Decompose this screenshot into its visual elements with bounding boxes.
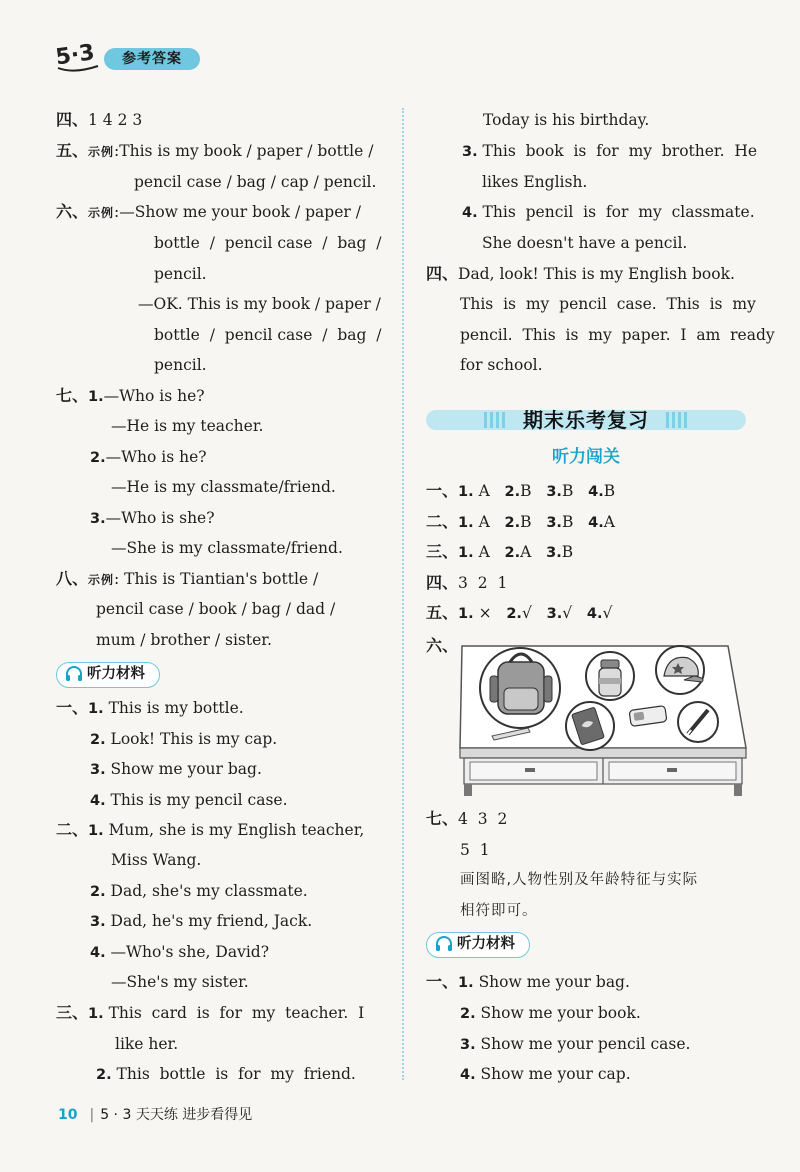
answer-line: She doesn't have a pencil.: [482, 234, 688, 252]
answer-line: pencil.: [154, 265, 207, 283]
answer-line: 2.—Who is he?: [90, 448, 207, 466]
listening-line: Miss Wang.: [111, 851, 202, 869]
answer-section-7: 七、1.—Who is he?: [56, 386, 205, 405]
desk-leg: [464, 784, 472, 796]
answer-section-4b: 四、Dad, look! This is my English book.: [426, 264, 735, 283]
answer-section-4: 四、1 4 2 3: [56, 110, 143, 129]
listening-line: 3. Show me your bag.: [90, 760, 262, 778]
answer-line: —He is my teacher.: [111, 417, 264, 435]
answer-line: pencil case / bag / cap / pencil.: [134, 173, 377, 191]
footer-brand: 5 · 3 天天练 进步看得见: [100, 1107, 253, 1123]
listening-line: 4. This is my pencil case.: [90, 791, 288, 809]
listening-part-3: 三、1. This card is for my teacher. I: [56, 1003, 365, 1022]
listening-line: 2. Show me your book.: [460, 1004, 641, 1022]
listening-material-label: 听力材料: [56, 662, 160, 688]
drawing-note: 画图略,人物性别及年龄特征与实际: [460, 872, 699, 888]
answer-row-6: 六、: [426, 636, 459, 655]
brand-logo: [54, 40, 102, 74]
listening-line: 2. This bottle is for my friend.: [96, 1065, 356, 1083]
section-subtitle: 听力闯关: [552, 447, 620, 467]
listening-material-label-right: 听力材料: [426, 932, 530, 958]
answer-line: —He is my classmate/friend.: [111, 478, 336, 496]
headphones-icon: [435, 936, 453, 952]
listening-line: 4. Show me your cap.: [460, 1065, 631, 1083]
desk-leg: [734, 784, 742, 796]
listening-line: 4. —Who's she, David?: [90, 943, 270, 961]
answer-line: 5 1: [460, 841, 490, 859]
answer-line: —OK. This is my book / paper /: [138, 295, 381, 313]
desk-illustration: [458, 636, 750, 798]
answer-line: 3. This book is for my brother. He: [462, 142, 758, 160]
listening-line: —She's my sister.: [111, 973, 249, 991]
page-footer: [58, 1104, 252, 1126]
answer-line: —She is my classmate/friend.: [111, 539, 343, 557]
listening-line: 3. Show me your pencil case.: [460, 1035, 691, 1053]
banner-title: 期末乐考复习: [523, 408, 649, 432]
answer-row-7: 七、4 3 2: [426, 809, 508, 828]
listening-part-1-right: 一、1. Show me your bag.: [426, 972, 630, 991]
answer-line: likes English.: [482, 173, 588, 191]
answer-line: bottle / pencil case / bag /: [154, 326, 382, 344]
answer-line: This is my pencil case. This is my: [460, 295, 756, 313]
answer-line: 3.—Who is she?: [90, 509, 215, 527]
review-banner: [426, 406, 746, 434]
banner-stripes-right: [666, 412, 688, 428]
answer-line: pencil.: [154, 356, 207, 374]
answer-row-3: 三、1. A 2.A 3.B: [426, 542, 574, 561]
listening-line: like her.: [115, 1035, 179, 1053]
column-divider: [402, 108, 404, 1080]
answer-line: Today is his birthday.: [483, 111, 650, 129]
listening-line: 3. Dad, he's my friend, Jack.: [90, 912, 313, 930]
logo-text: 5·3: [54, 40, 97, 71]
answer-section-8: 八、示例: This is Tiantian's bottle /: [56, 569, 319, 588]
answer-line: mum / brother / sister.: [96, 631, 272, 649]
banner-stripes-left: [484, 412, 506, 428]
answer-line: pencil case / book / bag / dad /: [96, 600, 336, 618]
answer-line: pencil. This is my paper. I am ready: [460, 326, 775, 344]
answer-section-6: 六、示例:—Show me your book / paper /: [56, 202, 361, 221]
answer-section-5: 五、示例:This is my book / paper / bottle /: [56, 141, 374, 160]
answer-row-1: 一、1. A 2.B 3.B 4.B: [426, 481, 616, 500]
answer-row-4: 四、3 2 1: [426, 573, 508, 592]
answer-line: bottle / pencil case / bag /: [154, 234, 382, 252]
desk-edge: [460, 748, 746, 758]
listening-part-1: 一、1. This is my bottle.: [56, 698, 244, 717]
header-tag: 参考答案: [104, 48, 200, 70]
answer-line: 4. This pencil is for my classmate.: [462, 203, 755, 221]
drawing-note: 相符即可。: [460, 903, 538, 919]
listening-line: 2. Dad, she's my classmate.: [90, 882, 308, 900]
answer-row-5: 五、1. × 2.√ 3.√ 4.√: [426, 603, 613, 622]
answer-row-2: 二、1. A 2.B 3.B 4.A: [426, 512, 615, 531]
page-number: 10: [58, 1107, 78, 1123]
listening-part-2: 二、1. Mum, she is my English teacher,: [56, 820, 365, 839]
answer-line: for school.: [460, 356, 543, 374]
listening-line: 2. Look! This is my cap.: [90, 730, 278, 748]
headphones-icon: [65, 666, 83, 682]
footer-separator: |: [89, 1107, 95, 1123]
